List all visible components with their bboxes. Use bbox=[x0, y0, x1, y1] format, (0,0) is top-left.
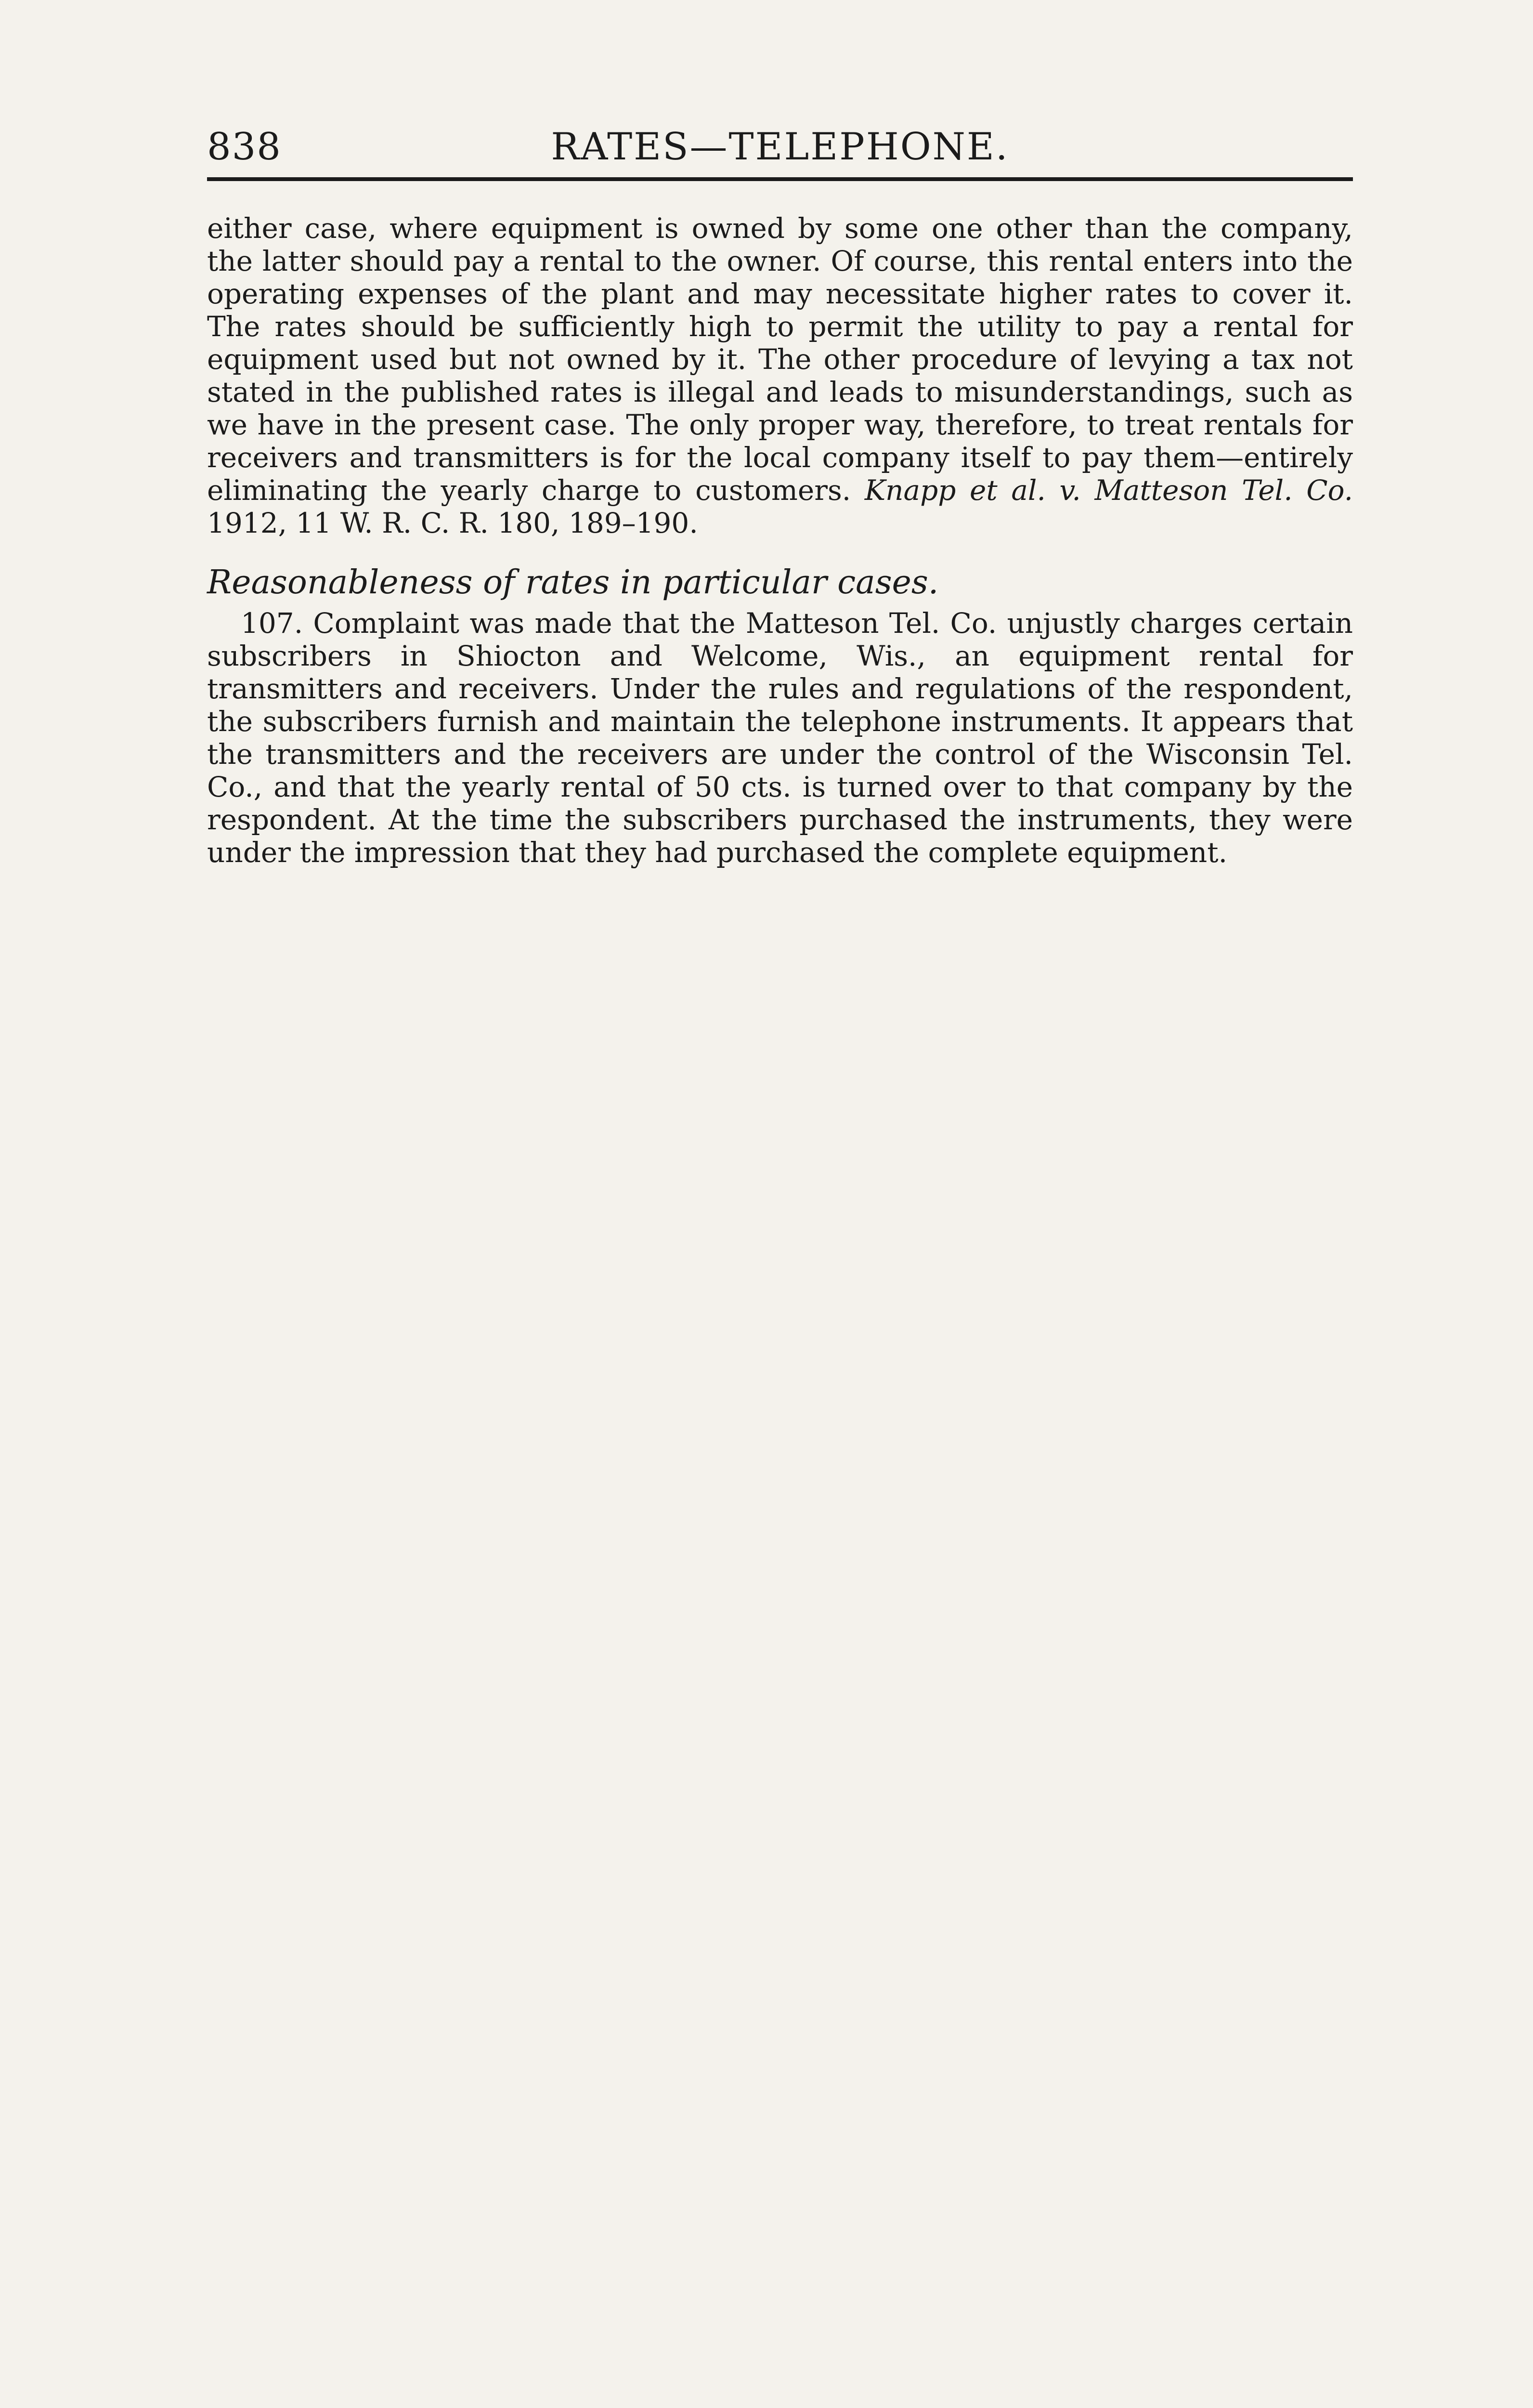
page-header bbox=[207, 123, 1353, 176]
paragraph-107 bbox=[207, 607, 1353, 869]
continued-text: either case, where equipment is owned by some one other than the company, the latter should pay a rental to the owner. Of course, this rental enters into the operating expenses of the plant and may necessitate higher rates to cover it. The rates should be sufficiently high to permit the utility to pay a rental for equipment used but not owned by it. The other procedure of levying a tax not stated in the published rates is illegal and leads to misunderstandings, such as we have in the present case. The only proper way, therefore, to treat rentals for receivers and transmitters is for the local company itself to pay them—entirely eliminating the yearly charge to customers. bbox=[207, 212, 1353, 507]
header-rule bbox=[207, 177, 1353, 181]
body-text bbox=[207, 212, 1353, 869]
running-title: RATES—TELEPHONE. bbox=[551, 125, 1009, 169]
continued-paragraph bbox=[207, 212, 1353, 539]
citation-ref: 1912, 11 W. R. C. R. 180, 189–190. bbox=[207, 507, 698, 539]
page-number: 838 bbox=[207, 125, 282, 169]
section-heading: Reasonableness of rates in particular cases. bbox=[207, 563, 939, 602]
paragraph-107-text: 107. Complaint was made that the Matteson Tel. Co. unjustly charges certain subscribers in Shiocton and Welcome, Wis., an equipment rental for transmitters and receivers. Under the rules and regulations of the respondent, the subscribers furnish and maintain the telephone instruments. It appears that the transmitters and the receivers are under the control of the Wisconsin Tel. Co., and that the yearly rental of 50 cts. is turned over to that company by the respondent. At the time the subscribers purchased the instruments, they were under the impression that they had purchased the complete equipment. bbox=[207, 607, 1353, 869]
citation-case: Knapp et al. v. Matteson Tel. Co. bbox=[864, 474, 1353, 507]
